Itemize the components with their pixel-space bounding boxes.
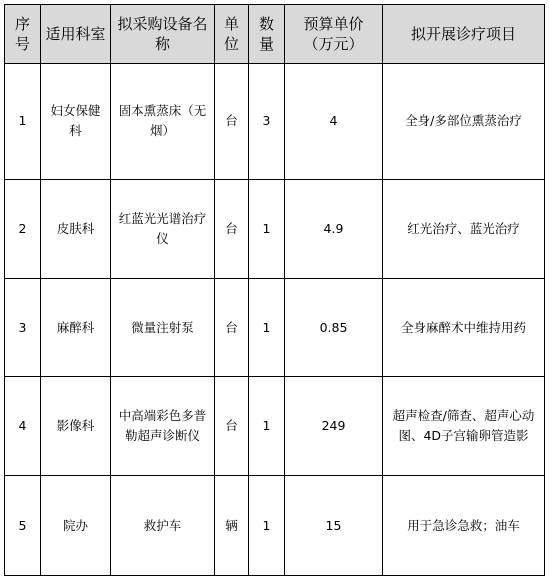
cell-unit: 台	[215, 64, 249, 180]
cell-unit: 台	[215, 179, 249, 279]
cell-budget: 0.85	[285, 279, 383, 377]
header-seq: 序号	[5, 5, 41, 64]
cell-seq: 3	[5, 279, 41, 377]
header-unit: 单位	[215, 5, 249, 64]
cell-seq: 1	[5, 64, 41, 180]
cell-device: 救护车	[111, 476, 215, 576]
cell-device: 红蓝光光谱治疗仪	[111, 179, 215, 279]
cell-qty: 3	[249, 64, 285, 180]
cell-unit: 台	[215, 279, 249, 377]
table-row	[5, 376, 545, 476]
header-qty: 数量	[249, 5, 285, 64]
cell-qty: 1	[249, 179, 285, 279]
cell-qty: 1	[249, 279, 285, 377]
cell-device: 固本熏蒸床（无烟）	[111, 64, 215, 180]
cell-device: 微量注射泵	[111, 279, 215, 377]
table-header-row	[5, 5, 545, 64]
header-budget: 预算单价（万元）	[285, 5, 383, 64]
cell-unit: 辆	[215, 476, 249, 576]
table-row	[5, 179, 545, 279]
cell-project: 超声检查/筛查、超声心动图、4D子宫输卵管造影	[383, 376, 545, 476]
cell-dept: 院办	[41, 476, 111, 576]
cell-dept: 麻醉科	[41, 279, 111, 377]
cell-dept: 影像科	[41, 376, 111, 476]
cell-budget: 4	[285, 64, 383, 180]
table-row	[5, 64, 545, 180]
table-row	[5, 279, 545, 377]
cell-seq: 4	[5, 376, 41, 476]
cell-project: 用于急诊急救；油车	[383, 476, 545, 576]
cell-project: 全身/多部位熏蒸治疗	[383, 64, 545, 180]
cell-budget: 249	[285, 376, 383, 476]
cell-qty: 1	[249, 476, 285, 576]
cell-budget: 15	[285, 476, 383, 576]
cell-budget: 4.9	[285, 179, 383, 279]
cell-unit: 台	[215, 376, 249, 476]
cell-seq: 2	[5, 179, 41, 279]
cell-dept: 皮肤科	[41, 179, 111, 279]
header-project: 拟开展诊疗项目	[383, 5, 545, 64]
cell-dept: 妇女保健科	[41, 64, 111, 180]
cell-project: 红光治疗、蓝光治疗	[383, 179, 545, 279]
cell-project: 全身麻醉术中维持用药	[383, 279, 545, 377]
header-dept: 适用科室	[41, 5, 111, 64]
cell-qty: 1	[249, 376, 285, 476]
cell-seq: 5	[5, 476, 41, 576]
procurement-table	[4, 4, 545, 576]
header-device: 拟采购设备名称	[111, 5, 215, 64]
table-row	[5, 476, 545, 576]
cell-device: 中高端彩色多普勒超声诊断仪	[111, 376, 215, 476]
